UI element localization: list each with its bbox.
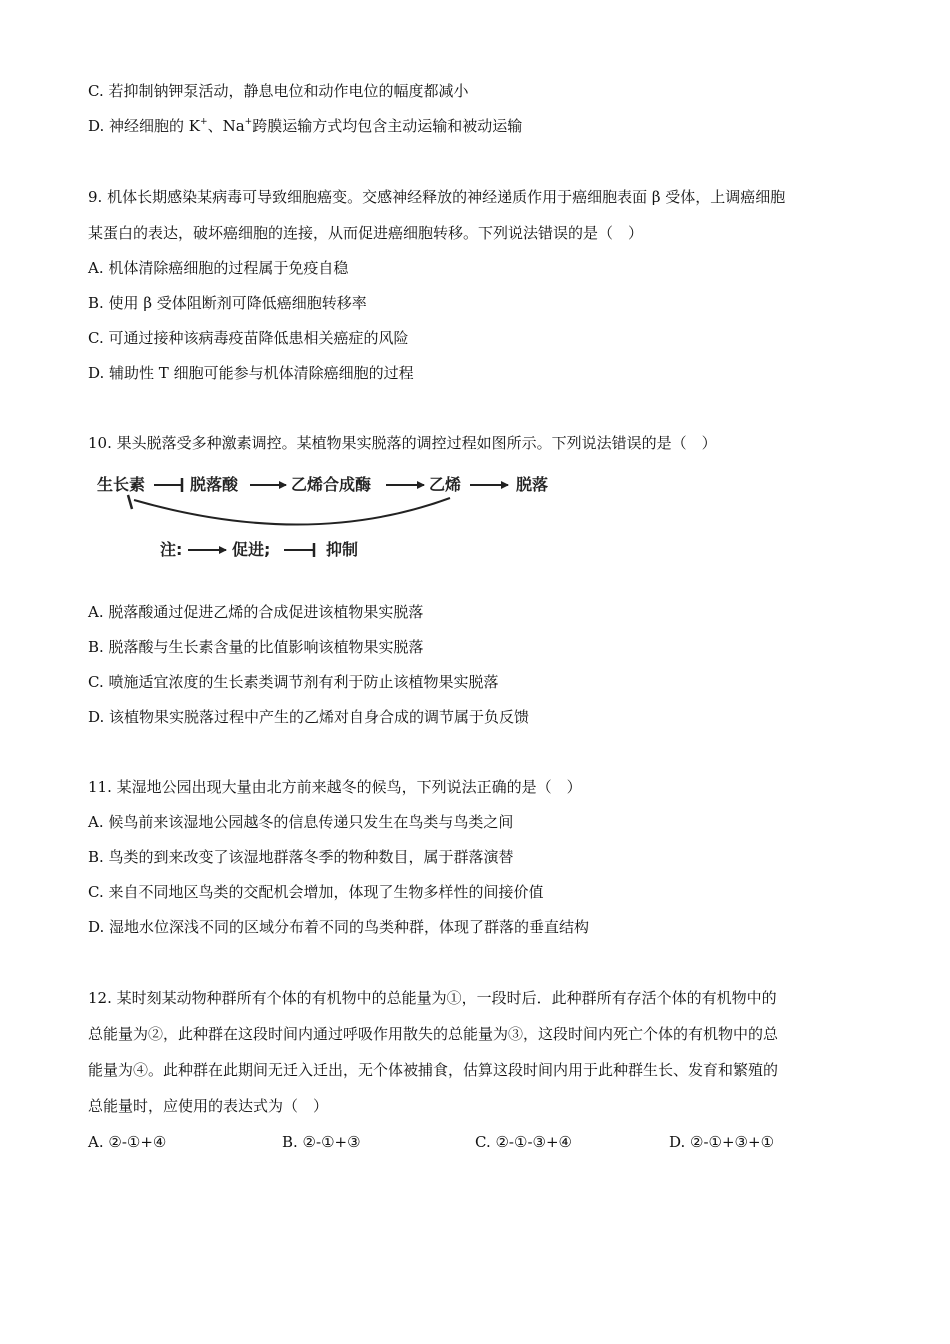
legend-promote-label: 促进; [232,540,271,559]
q8-option-d [88,116,522,136]
q11-option-d: D. 湿地水位深浅不同的区域分布着不同的鸟类种群，体现了群落的垂直结构 [88,918,590,936]
q12-stem-line1: 12. 某时刻某动物种群所有个体的有机物中的总能量为①，一段时后．此种群所有存活个体的有机物中的 [88,989,777,1007]
q12-option-b: B. ②-①+③ [282,1133,361,1151]
q11-option-b: B. 鸟类的到来改变了该湿地群落冬季的物种数目，属于群落演替 [88,848,514,866]
q12-option-c: C. ②-①-③+④ [475,1133,572,1151]
q12-option-a: A. ②-①+④ [88,1133,167,1151]
node-auxin: 生长素 [97,475,146,494]
hormone-regulation-diagram [88,462,588,572]
q12-stem-line3: 能量为④。此种群在此期间无迁入迁出，无个体被捕食，估算这段时间内用于此种群生长、发育和繁殖的 [88,1061,779,1079]
q8-option-d-pre: D. 神经细胞的 K [88,117,201,135]
node-ethylene: 乙烯 [429,475,462,494]
q8-option-d-mid: 、Na [207,117,245,135]
node-abscission: 脱落 [516,475,549,494]
q9-stem-line1: 9. 机体长期感染某病毒可导致细胞癌变。交感神经释放的神经递质作用于癌细胞表面 β 受体，上调癌细胞 [88,188,786,206]
q12-stem-line2: 总能量为②，此种群在这段时间内通过呼吸作用散失的总能量为③，这段时间内死亡个体的有机物中的总 [88,1025,779,1043]
q9-option-d: D. 辅助性 T 细胞可能参与机体清除癌细胞的过程 [88,364,414,382]
q11-stem: 11. 某湿地公园出现大量由北方前来越冬的候鸟，下列说法正确的是（ ） [88,778,582,796]
inhibit-bar-ethylene-auxin [128,495,132,509]
q8-option-d-sup2: + [244,117,253,127]
legend-inhibit-label: 抑制 [326,540,359,559]
q10-option-b: B. 脱落酸与生长素含量的比值影响该植物果实脱落 [88,638,424,656]
node-ethylene-synthase: 乙烯合成酶 [291,475,372,494]
q11-option-c: C. 来自不同地区鸟类的交配机会增加，体现了生物多样性的间接价值 [88,883,544,901]
q9-option-a: A. 机体清除癌细胞的过程属于免疫自稳 [88,259,349,277]
q9-option-b: B. 使用 β 受体阻断剂可降低癌细胞转移率 [88,294,367,312]
q10-option-a: A. 脱落酸通过促进乙烯的合成促进该植物果实脱落 [88,603,424,621]
q12-stem-line4: 总能量时，应使用的表达式为（ ） [88,1097,329,1115]
q10-option-c: C. 喷施适宜浓度的生长素类调节剂有利于防止该植物果实脱落 [88,673,499,691]
q8-option-c: C. 若抑制钠钾泵活动，静息电位和动作电位的幅度都减小 [88,82,469,100]
q9-option-c: C. 可通过接种该病毒疫苗降低患相关癌症的风险 [88,329,409,347]
q10-option-d: D. 该植物果实脱落过程中产生的乙烯对自身合成的调节属于负反馈 [88,708,530,726]
inhibit-arrow-ethylene-auxin [134,498,450,525]
q12-option-d: D. ②-①+③+① [669,1133,775,1151]
q10-stem: 10. 果头脱落受多种激素调控。某植物果实脱落的调控过程如图所示。下列说法错误的是（ ） [88,434,717,452]
q11-option-a: A. 候鸟前来该湿地公园越冬的信息传递只发生在鸟类与鸟类之间 [88,813,514,831]
node-abscisic-acid: 脱落酸 [190,475,239,494]
legend-prefix: 注: [160,540,183,559]
q8-option-d-post: 跨膜运输方式均包含主动运输和被动运输 [252,117,523,135]
q9-stem-line2: 某蛋白的表达，破坏癌细胞的连接，从而促进癌细胞转移。下列说法错误的是（ ） [88,224,644,242]
q8-option-d-sup1: + [200,117,208,127]
